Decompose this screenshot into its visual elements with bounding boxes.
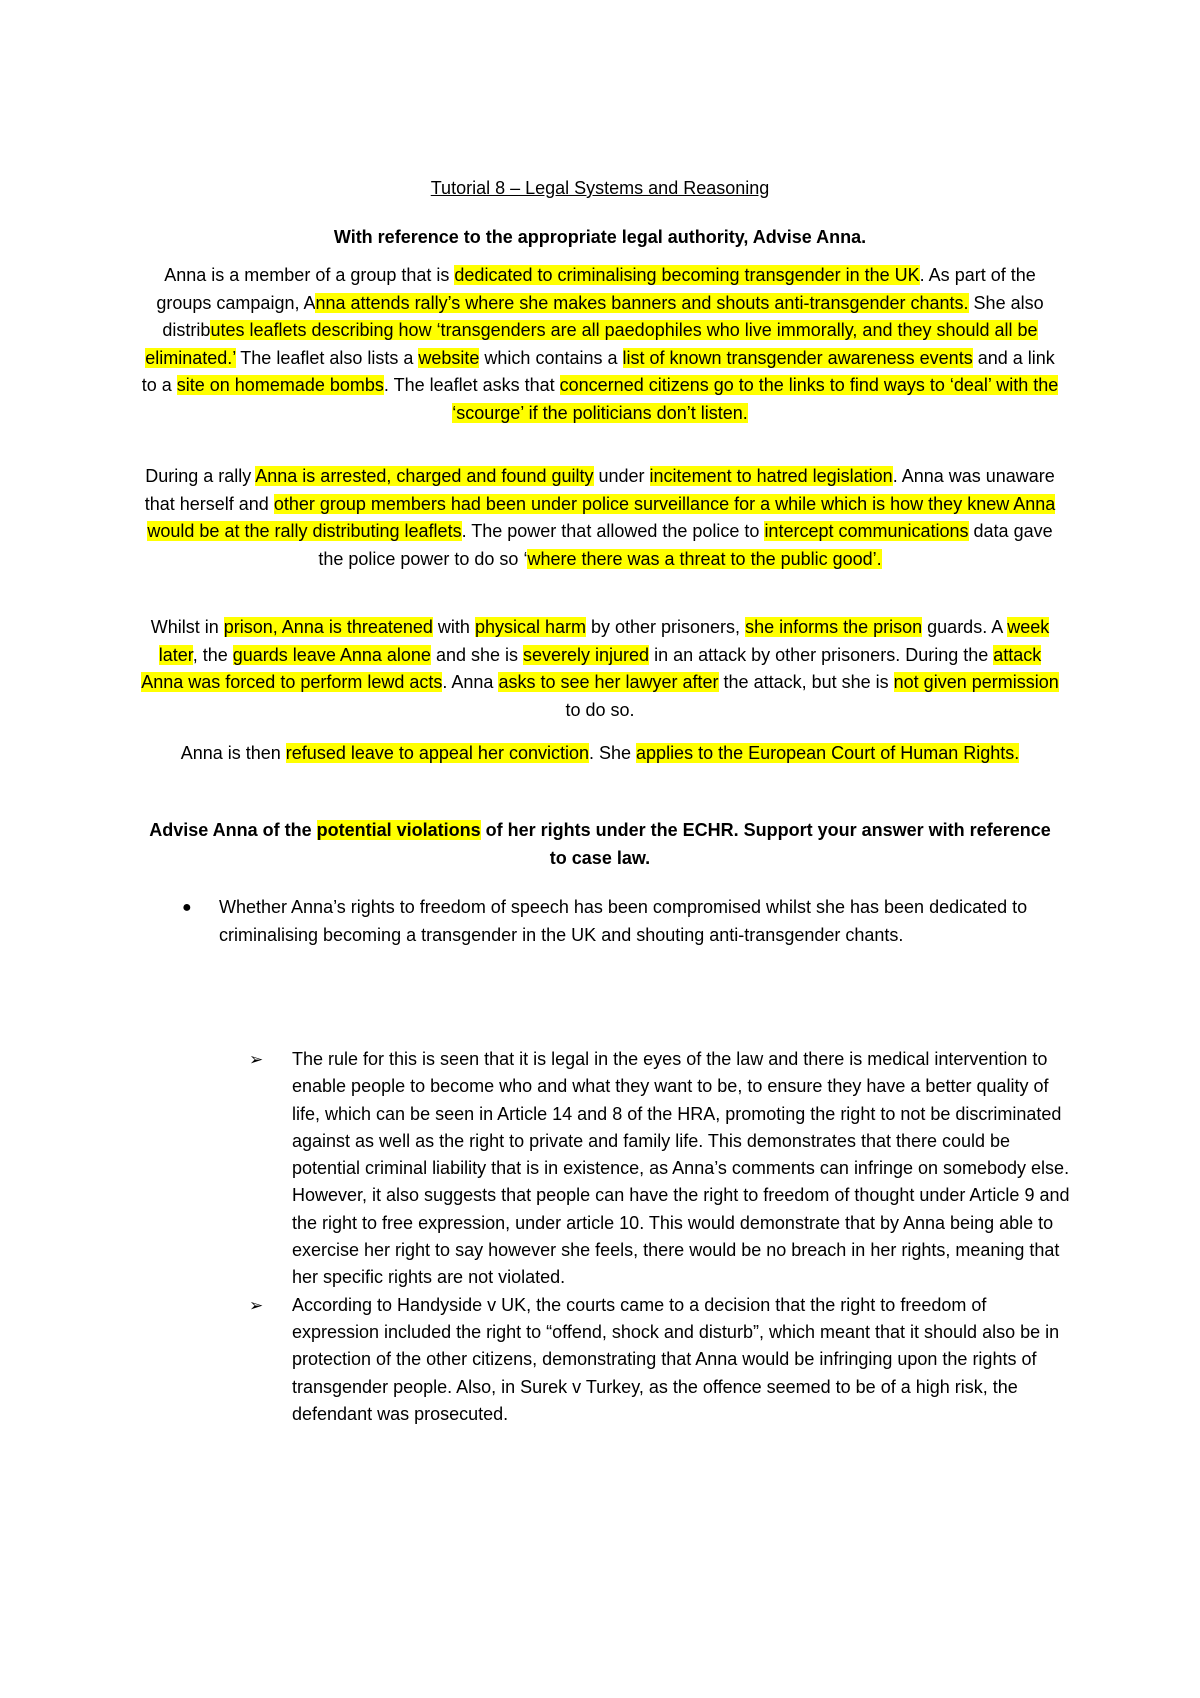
bullet-item: [182, 894, 1059, 949]
highlighted-text: website: [418, 347, 480, 368]
highlighted-text: site on homemade bombs: [176, 375, 384, 395]
instruction-heading: With reference to the appropriate legal authority, Advise Anna.: [333, 227, 867, 247]
highlighted-text: physical harm: [474, 617, 586, 637]
highlighted-text: attack Anna was forced to perform lewd acts: [141, 644, 1042, 692]
highlighted-text: other group members had been under police surveillance for a while which is how they knew Anna would be at the rally distributing leaflets: [147, 493, 1056, 541]
bullet-text: Whether Anna’s rights to freedom of speech has been compromised whilst she has been dedicated to criminalising becoming a transgender in the UK and shouting anti-transgender chants.: [219, 897, 1028, 945]
paragraph-text: of her rights under the ECHR. Support your answer with reference to case law.: [480, 820, 1051, 868]
highlighted-text: guards leave Anna alone: [232, 644, 431, 665]
highlighted-text: where there was a threat to the public good’.: [527, 548, 882, 569]
paragraph-text: . As part of the groups campaign, A: [156, 265, 1036, 313]
paragraph-text: During a rally: [145, 466, 256, 486]
highlighted-text: week later: [158, 617, 1050, 665]
highlighted-text: incitement to hatred legislation: [649, 466, 893, 486]
highlighted-text: prison, Anna is threatened: [223, 617, 433, 637]
list-item-text: According to Handyside v UK, the courts came to a decision that the right to freedom of expression included the right to “offend, shock and disturb”, which meant that it should also be in protection of the other citizens, demonstrating that Anna would be infringing upon the rights of transgender people. Also, in Surek v Turkey, as the offence seemed to be of a high risk, the defendant was prosecuted.: [292, 1294, 1060, 1424]
paragraph-text: with: [432, 617, 475, 637]
paragraph-text: by other prisoners,: [585, 617, 746, 637]
paragraph-text: The leaflet also lists a: [235, 347, 419, 368]
paragraph-text: . The power that allowed the police to: [461, 521, 765, 541]
highlighted-text: potential violations: [316, 820, 481, 840]
highlighted-text: applies to the European Court of Human Rights.: [636, 743, 1020, 763]
highlighted-text: Anna is arrested, charged and found guilty: [255, 466, 594, 486]
highlighted-text: severely injured: [523, 644, 650, 665]
scenario-paragraph-4: [140, 740, 1060, 768]
scenario-paragraph-3: [140, 614, 1060, 724]
paragraph-text: in an attack by other prisoners. During the: [649, 644, 994, 665]
paragraph-text: , the: [192, 644, 233, 665]
highlighted-text: list of known transgender awareness events: [622, 347, 973, 368]
paragraph-text: . She: [589, 743, 637, 763]
highlighted-text: asks to see her lawyer after: [498, 672, 719, 692]
paragraph-text: guards. A: [922, 617, 1008, 637]
highlighted-text: not given permission: [893, 672, 1059, 692]
highlighted-text: utes leaflets describing how ‘transgenders are all paedophiles who live immorally, and they should all be eliminated.’: [145, 320, 1038, 368]
tutorial-title: Tutorial 8 – Legal Systems and Reasoning: [430, 178, 770, 198]
paragraph-text: and a link to a: [141, 347, 1055, 395]
arrow-list: [249, 1046, 1074, 1428]
paragraph-text: She also distrib: [162, 292, 1044, 340]
arrow-bullet-icon: ➢: [249, 1295, 264, 1315]
highlighted-text: dedicated to criminalising becoming transgender in the UK: [454, 265, 920, 285]
paragraph-text: data gave the police power to do so ‘: [318, 521, 1053, 569]
highlighted-text: nna attends rally’s where she makes banners and shouts anti-transgender chants.: [315, 292, 969, 313]
paragraph-text: which contains a: [479, 347, 623, 368]
paragraph-text: Advise Anna of the: [149, 820, 317, 840]
paragraph-text: . Anna: [442, 672, 499, 692]
highlighted-text: intercept communications: [764, 521, 969, 541]
scenario-paragraph-2: [140, 463, 1060, 573]
paragraph-text: Anna is a member of a group that is: [164, 265, 455, 285]
highlighted-text: she informs the prison: [745, 617, 923, 637]
paragraph-text: and she is: [430, 644, 523, 665]
paragraph-text: under: [593, 466, 650, 486]
paragraph-text: Anna is then: [180, 743, 286, 763]
list-item: [249, 1046, 1074, 1292]
bullet-dot-icon: ●: [182, 899, 192, 916]
highlighted-text: refused leave to appeal her conviction: [285, 743, 589, 763]
list-item: [249, 1292, 1074, 1428]
list-item-text: The rule for this is seen that it is legal in the eyes of the law and there is medical intervention to enable people to become who and what they want to be, to ensure they have a better quality of life, which can be seen in Article 14 and 8 of the HRA, promoting the right to not be discriminated against as well as the right to private and family life. This demonstrates that there could be potential criminal liability that is in existence, as Anna’s comments can infringe on somebody else. However, it also suggests that people can have the right to freedom of thought under Article 9 and the right to free expression, under article 10. This would demonstrate that by Anna being able to exercise her right to say however she feels, there would be no breach in her rights, meaning that her specific rights are not violated.: [292, 1049, 1070, 1288]
paragraph-text: . Anna was unaware that herself and: [144, 466, 1055, 514]
highlighted-text: concerned citizens go to the links to find ways to ‘deal’ with the ‘scourge’ if the politicians don’t listen.: [452, 375, 1059, 423]
scenario-paragraph-1: [140, 262, 1060, 427]
paragraph-text: to do so.: [565, 699, 635, 720]
arrow-bullet-icon: ➢: [249, 1050, 264, 1069]
paragraph-text: Whilst in: [150, 617, 224, 637]
paragraph-text: . The leaflet asks that: [383, 375, 560, 395]
paragraph-text: the attack, but she is: [718, 672, 894, 692]
question-heading: [140, 817, 1060, 872]
